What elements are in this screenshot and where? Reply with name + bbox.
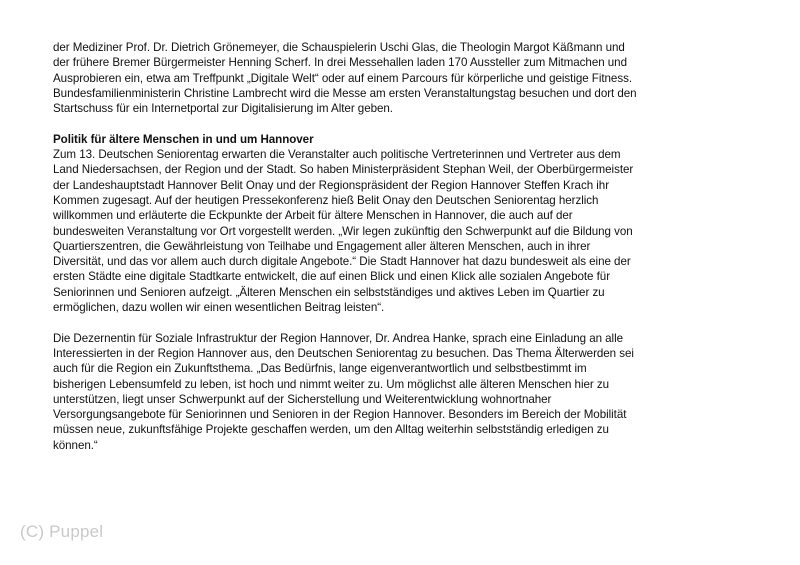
text-line: Diversität, und das vor allem auch durch digitale Angebote.“ Die Stadt Hannover hat dazu bundesweit als eine der bbox=[53, 255, 631, 269]
text-line: bundesweiten Veranstaltung vor Ort vorgestellt werden. „Wir legen zukünftig den Schwerpunkt auf die Bildung von bbox=[53, 224, 633, 238]
text-line: willkommen und erläuterte die Eckpunkte der Arbeit für ältere Menschen in Hannover, die auch auf der bbox=[53, 209, 573, 223]
text-line: ersten Städte eine digitale Stadtkarte entwickelt, die auf einen Blick und einen Klick alle sozialen Angebote für bbox=[53, 270, 610, 284]
paragraph-spacer bbox=[53, 315, 743, 330]
paragraph-intro bbox=[53, 40, 743, 116]
text-line: können.“ bbox=[53, 438, 98, 452]
section-heading: Politik für ältere Menschen in und um Hannover bbox=[53, 132, 314, 146]
document-body bbox=[53, 40, 743, 453]
text-line: Kommen zugesagt. Auf der heutigen Pressekonferenz hieß Belit Onay den Deutschen Seniorentag herzlich bbox=[53, 193, 599, 207]
text-line: der Mediziner Prof. Dr. Dietrich Grönemeyer, die Schauspielerin Uschi Glas, die Theologin Margot Käßmann und bbox=[53, 41, 625, 54]
text-line: Interessierten in der Region Hannover aus, den Deutschen Seniorentag zu besuchen. Das Thema Älterwerden sei bbox=[53, 346, 634, 360]
paragraph-region bbox=[53, 331, 743, 453]
text-line: Ausprobieren ein, etwa am Treffpunkt „Digitale Welt“ oder auf einem Parcours für körperliche und geistige Fitness. bbox=[53, 71, 632, 85]
text-line: der Landeshauptstadt Hannover Belit Onay und der Regionspräsident der Region Hannover Steffen Krach ihr bbox=[53, 178, 609, 192]
paragraph-politics bbox=[53, 147, 743, 315]
text-line: bisherigen Lebensumfeld zu leben, ist hoch und nimmt weiter zu. Um möglichst alle älteren Menschen hier zu bbox=[53, 377, 609, 391]
text-line: Seniorinnen und Senioren aufzeigt. „Älteren Menschen ein selbstständiges und aktives Leben im Quartier zu bbox=[53, 285, 605, 299]
text-line: auch für die Region ein Zukunftsthema. „Das Bedürfnis, lange eigenverantwortlich und selbstbestimmt im bbox=[53, 362, 587, 376]
paragraph-spacer bbox=[53, 116, 743, 131]
text-line: Quartierszentren, die Gewährleistung von Teilhabe und Engagement aller älteren Menschen, auch in ihrer bbox=[53, 239, 591, 253]
text-line: Startschuss für ein Internetportal zur Digitalisierung im Alter geben. bbox=[53, 102, 393, 116]
copyright-watermark: (C) Puppel bbox=[20, 522, 104, 541]
text-line: Zum 13. Deutschen Seniorentag erwarten die Veranstalter auch politische Vertreterinnen und Vertreter aus dem bbox=[53, 148, 621, 162]
text-line: Land Niedersachsen, der Region und der Stadt. So haben Ministerpräsident Stephan Weil, der Oberbürgermeister bbox=[53, 163, 634, 177]
text-line: Bundesfamilienministerin Christine Lambrecht wird die Messe am ersten Veranstaltungstag besuchen und dort den bbox=[53, 86, 637, 100]
text-line: der frühere Bremer Bürgermeister Henning Scherf. In drei Messehallen laden 170 Aussteller zum Mitmachen und bbox=[53, 56, 627, 70]
text-line: unterstützen, liegt unser Schwerpunkt auf der Sicherstellung und Weiterentwicklung wohnortnaher bbox=[53, 392, 552, 406]
text-line: Die Dezernentin für Soziale Infrastruktur der Region Hannover, Dr. Andrea Hanke, sprach eine Einladung an alle bbox=[53, 331, 624, 345]
text-line: ermöglichen, dazu wollen wir einen wesentlichen Beitrag leisten“. bbox=[53, 301, 385, 315]
text-line: Versorgungsangebote für Seniorinnen und Senioren in der Region Hannover. Besonders im Bereich der Mobilität bbox=[53, 408, 627, 422]
text-line: müssen neue, zukunftsfähige Projekte geschaffen werden, um den Alltag weiterhin selbstständig erledigen zu bbox=[53, 423, 609, 437]
